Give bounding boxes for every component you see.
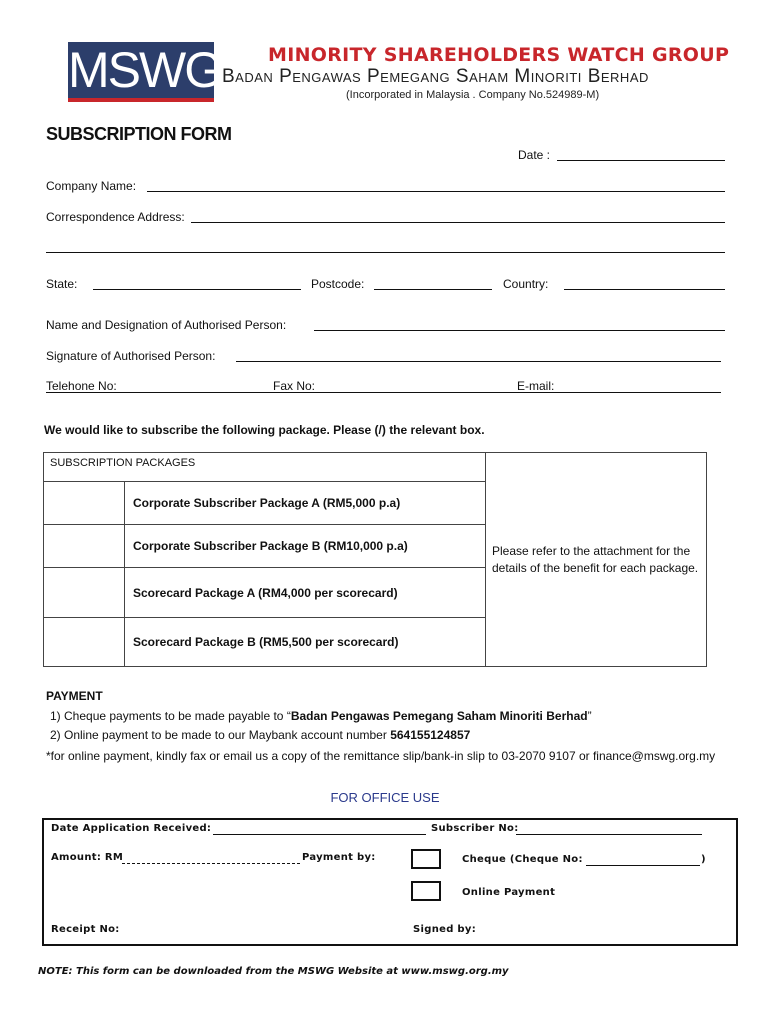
cheque-label: Cheque (Cheque No:	[462, 854, 583, 865]
account-number: 564155124857	[390, 728, 471, 742]
payment-footnote: *for online payment, kindly fax or email us a copy of the remittance slip/bank-in slip to 03-2070 9107 or finance@mswg.org.my	[46, 749, 716, 763]
payment-line-1: 1) Cheque payments to be made payable to “Badan Pengawas Pemegang Saham Minoriti Berhad”	[50, 709, 592, 723]
scorecard-b-checkbox[interactable]	[44, 618, 125, 667]
company-name-field[interactable]	[147, 191, 725, 192]
telephone-label: Telehone No:	[46, 379, 117, 393]
date-received-label: Date Application Received:	[51, 823, 212, 834]
cheque-close: )	[701, 854, 706, 865]
postcode-field[interactable]	[374, 289, 492, 290]
signed-by-label: Signed by:	[413, 924, 477, 935]
fax-label: Fax No:	[273, 379, 316, 393]
scorecard-a-checkbox[interactable]	[44, 568, 125, 618]
scorecard-a-label: Scorecard Package A (RM4,000 per scorecard)	[125, 568, 486, 618]
contact-line[interactable]	[46, 392, 721, 393]
country-field[interactable]	[564, 289, 725, 290]
amount-field[interactable]	[122, 863, 300, 864]
online-payment-label: Online Payment	[462, 887, 556, 898]
country-label: Country:	[503, 277, 549, 291]
package-a-label: Corporate Subscriber Package A (RM5,000 p.a)	[125, 482, 486, 525]
package-instruction: We would like to subscribe the following package. Please (/) the relevant box.	[44, 423, 485, 437]
scorecard-b-label: Scorecard Package B (RM5,500 per scorecard)	[125, 618, 486, 667]
org-name-malay: Badan Pengawas Pemegang Saham Minoriti Berhad	[222, 66, 649, 87]
package-b-checkbox[interactable]	[44, 525, 125, 568]
office-use-box	[42, 818, 738, 946]
cheque-no-field[interactable]	[586, 865, 700, 866]
packages-note: Please refer to the attachment for the details of the benefit for each package.	[486, 453, 707, 667]
incorporation-note: (Incorporated in Malaysia . Company No.524989-M)	[346, 89, 600, 101]
receipt-no-label: Receipt No:	[51, 924, 120, 935]
state-field[interactable]	[93, 289, 301, 290]
cheque-checkbox[interactable]	[411, 849, 441, 869]
page-title: SUBSCRIPTION FORM	[46, 124, 232, 144]
subscriber-no-field[interactable]	[516, 834, 702, 835]
date-label: Date :	[518, 148, 551, 162]
date-field[interactable]	[557, 160, 725, 161]
payment-by-label: Payment by:	[302, 852, 376, 863]
state-label: State:	[46, 277, 78, 291]
packages-table	[43, 452, 707, 667]
signature-field[interactable]	[236, 361, 721, 362]
office-use-title: FOR OFFICE USE	[330, 790, 440, 805]
authorised-person-field[interactable]	[314, 330, 725, 331]
org-name: MINORITY SHAREHOLDERS WATCH GROUP	[268, 44, 730, 66]
package-b-label: Corporate Subscriber Package B (RM10,000 p.a)	[125, 525, 486, 568]
payment-title: PAYMENT	[46, 689, 103, 703]
address-field-2[interactable]	[46, 252, 725, 253]
postcode-label: Postcode:	[311, 277, 365, 291]
download-note: NOTE: This form can be downloaded from the MSWG Website at www.mswg.org.my	[38, 966, 509, 977]
email-label: E-mail:	[517, 379, 555, 393]
signature-label: Signature of Authorised Person:	[46, 349, 216, 363]
authorised-person-label: Name and Designation of Authorised Person:	[46, 318, 287, 332]
address-label: Correspondence Address:	[46, 210, 185, 224]
subscriber-no-label: Subscriber No:	[431, 823, 519, 834]
logo-text: MSWG	[68, 42, 222, 98]
date-received-field[interactable]	[213, 834, 426, 835]
address-field-1[interactable]	[191, 222, 725, 223]
amount-label: Amount: RM	[51, 852, 124, 863]
company-name-label: Company Name:	[46, 179, 137, 193]
payment-line-2: 2) Online payment to be made to our Maybank account number 564155124857	[50, 728, 471, 742]
mswg-logo	[68, 42, 222, 102]
online-payment-checkbox[interactable]	[411, 881, 441, 901]
package-a-checkbox[interactable]	[44, 482, 125, 525]
packages-header: SUBSCRIPTION PACKAGES	[44, 453, 486, 482]
